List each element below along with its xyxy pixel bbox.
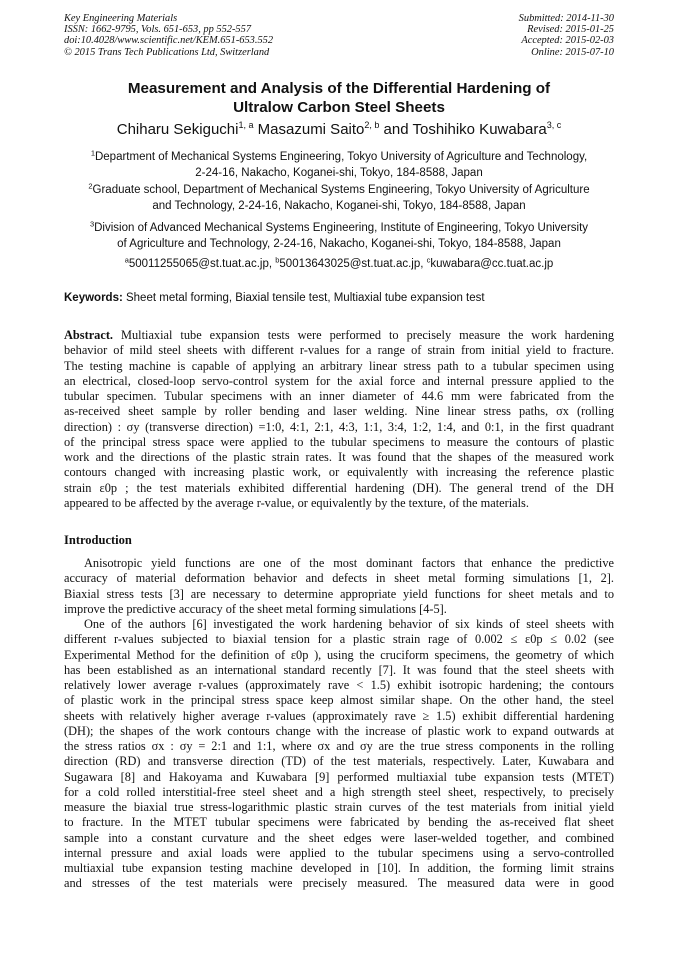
keywords: [64, 291, 624, 306]
author-1-marker: 1, a: [238, 120, 254, 130]
author-2-marker: 2, b: [364, 120, 380, 130]
intro-line: sheets with relatively higher average r-values (approximately rave ≥ 1.5) exhibit differential hardening: [64, 708, 614, 723]
affiliation-3-line-1: Division of Advanced Mechanical Systems Engineering, Institute of Engineering, Tokyo University: [94, 222, 589, 234]
submitted-date: Submitted: 2014-11-30: [518, 13, 614, 24]
email-a[interactable]: 50011255065@st.tuat.ac.jp,: [128, 258, 276, 270]
affiliation-3-line-2: of Agriculture and Technology, 2-24-16, Nakacho, Koganei-shi, Tokyo, 184-8588, Japan: [117, 237, 561, 250]
intro-line: internal pressure and axial loads were applied to the tubular specimens using a servo-controlled: [64, 845, 614, 860]
intro-line: Sugawara [8] and Hakoyama and Kuwabara [9] performed multiaxial tube expansion tests (MTET): [64, 769, 614, 784]
abstract-line: strain ε0p ; the test materials exhibited differential hardening (DH). The general trend of the DH: [64, 480, 614, 495]
intro-line: Experimental Method for the definition of ε0p ), using the cruciform specimens, the geometry of which: [64, 647, 614, 662]
abstract: [64, 328, 614, 511]
journal-name: Key Engineering Materials: [64, 13, 178, 24]
copyright: © 2015 Trans Tech Publications Ltd, Switzerland: [64, 46, 270, 58]
intro-line: to fracture. In the MTET tubular specimens were fabricated by bending the as-received flat sheet: [64, 815, 614, 830]
intro-line: (DH); the shapes of the work contours change with the increase of plastic work to expand outwards at: [64, 723, 614, 738]
issn: ISSN: 1662-9795, Vols. 651-653, pp 552-557: [64, 24, 252, 36]
intro-line: sample into a constant curvature and the sheet edges were laser-welded together, and combined: [64, 830, 614, 845]
author-3-marker: 3, c: [546, 120, 562, 130]
publication-dates: [519, 13, 614, 58]
affiliation-1-line-1: Department of Mechanical Systems Engineering, Tokyo University of Agriculture and Technology,: [94, 151, 588, 163]
intro-line: measure the biaxial true stress-logarithmic plastic strain curves of the test materials from initial yield: [64, 800, 614, 814]
intro-line: accuracy of material deformation behavior and defects in sheet metal forming simulations [1, 2].: [64, 571, 614, 586]
abstract-line: as-received sheet sample by roller bending and laser welding. Nine linear stress paths, σx (rolling: [64, 404, 614, 419]
intro-line: different r-values subjected to biaxial tension for a plastic strain rage of 0.002 ≤ ε0p ≤ 0.02 (see: [64, 632, 614, 647]
affiliation-1-marker: 1: [90, 148, 95, 158]
abstract-label: Abstract.: [64, 328, 114, 342]
section-heading-introduction: Introduction: [64, 533, 132, 547]
intro-line: Anisotropic yield functions are one of the most dominant factors that enhance the predictive: [84, 556, 614, 570]
author-1: Chiharu Sekiguchi: [116, 121, 239, 138]
abstract-line: of the principal stress space were applied to the tubular specimens to measure the contours of plastic: [64, 434, 614, 449]
intro-line: relatively lower average r-values (approximately rave < 1.5) exhibit isotropic hardening; the contours: [64, 678, 614, 692]
intro-line: has been established as an international standard recently [7]. It was found that the steel sheets with: [64, 662, 614, 677]
email-b[interactable]: 50013643025@st.tuat.ac.jp,: [279, 258, 427, 270]
intro-line: direction (RD) and transverse direction (TD) of the test materials, respectively. Later, Kuwabara and: [64, 754, 614, 769]
abstract-line: appeared to be affected by the average r-value, or equivalently by the texture, of the materials.: [64, 495, 529, 510]
intro-line: improve the predictive accuracy of the sheet metal forming simulations [4-5].: [64, 601, 447, 616]
affiliation-1: [52, 150, 626, 181]
author-2: Masazumi Saito: [253, 121, 365, 138]
intro-line: multiaxial tube expansion testing machine developed in [10]. In addition, the forming limit strains: [64, 861, 614, 875]
abstract-line: The testing machine is capable of applying an arbitrary linear stress path to a tubular specimen using: [64, 358, 614, 373]
revised-date: Revised: 2015-01-25: [527, 24, 614, 36]
intro-line: Biaxial stress tests [3] are necessary to determine appropriate yield functions for sheet metals and to: [64, 586, 614, 601]
email-a-marker: a: [124, 255, 129, 265]
author-3: and Toshihiko Kuwabara: [379, 121, 547, 138]
paper-title: [40, 80, 638, 117]
affiliation-3-marker: 3: [89, 219, 95, 229]
email-b-marker: b: [275, 255, 280, 265]
online-date: Online: 2015-07-10: [531, 46, 614, 58]
affiliation-2-line-2: and Technology, 2-24-16, Nakacho, Koganei-shi, Tokyo, 184-8588, Japan: [152, 199, 526, 212]
email-c-marker: c: [426, 255, 431, 265]
affiliation-2-line-1: Graduate school, Department of Mechanical Systems Engineering, Tokyo University of Agriculture: [92, 184, 590, 196]
abstract-line: contours changed with increasing plastic work, or equivalently with increasing the reference plastic: [64, 465, 614, 480]
keywords-text: Sheet metal forming, Biaxial tensile test, Multiaxial tube expansion test: [122, 292, 485, 304]
abstract-line: work and the directions of the plastic strain rates. It was found that the shapes of the measured work: [64, 450, 614, 464]
author-emails: [40, 257, 638, 272]
intro-line: for a cold rolled interstitial-free steel sheet and a high strength steel sheet, respectively, to precisely: [64, 784, 614, 799]
email-c[interactable]: kuwabara@cc.tuat.ac.jp: [430, 258, 554, 270]
abstract-line: tubular specimen. Tubular specimens with an inner diameter of 44.6 mm were fabricated from the: [64, 389, 614, 403]
abstract-line: behavior of mild steel sheets with different r-values for a range of strain from initial yield to fracture.: [64, 343, 614, 358]
intro-line: the stress ratios σx : σy = 2:1 and 1:1, where σx and σy are the true stress components in the rolling: [64, 739, 614, 753]
affiliation-3: [52, 221, 626, 252]
abstract-line: Abstract. Multiaxial tube expansion tests were performed to precisely measure the work hardening: [64, 328, 614, 342]
abstract-line: an electrical, closed-loop servo-control system for the axial force and internal pressure applied to the: [64, 373, 614, 388]
journal-info: [64, 13, 273, 58]
affiliation-2-marker: 2: [88, 181, 93, 191]
keywords-label: Keywords:: [64, 292, 123, 304]
affiliation-1-line-2: 2-24-16, Nakacho, Koganei-shi, Tokyo, 184-8588, Japan: [195, 166, 483, 179]
title-line-1: Measurement and Analysis of the Differential Hardening of: [127, 80, 551, 97]
abstract-line: direction) : σy (transverse direction) =1:0, 4:1, 2:1, 4:3, 1:1, 3:4, 1:2, 1:4, and 0:1, in the first quadrant: [64, 419, 614, 434]
intro-line: of plastic work in the principal stress space keep almost similar shape. On the other hand, the steel: [64, 693, 614, 708]
doi: doi:10.4028/www.scientific.net/KEM.651-653.552: [64, 35, 274, 47]
intro-line: One of the authors [6] investigated the work hardening behavior of six kinds of steel sheets with: [84, 617, 614, 631]
affiliation-2: [52, 183, 626, 214]
introduction-body: [64, 556, 614, 892]
intro-line: and stresses of the test materials were precisely measured. The measured data were in good: [64, 876, 614, 891]
accepted-date: Accepted: 2015-02-03: [521, 35, 614, 47]
author-list: [40, 121, 638, 139]
title-line-2: Ultralow Carbon Steel Sheets: [233, 98, 445, 116]
